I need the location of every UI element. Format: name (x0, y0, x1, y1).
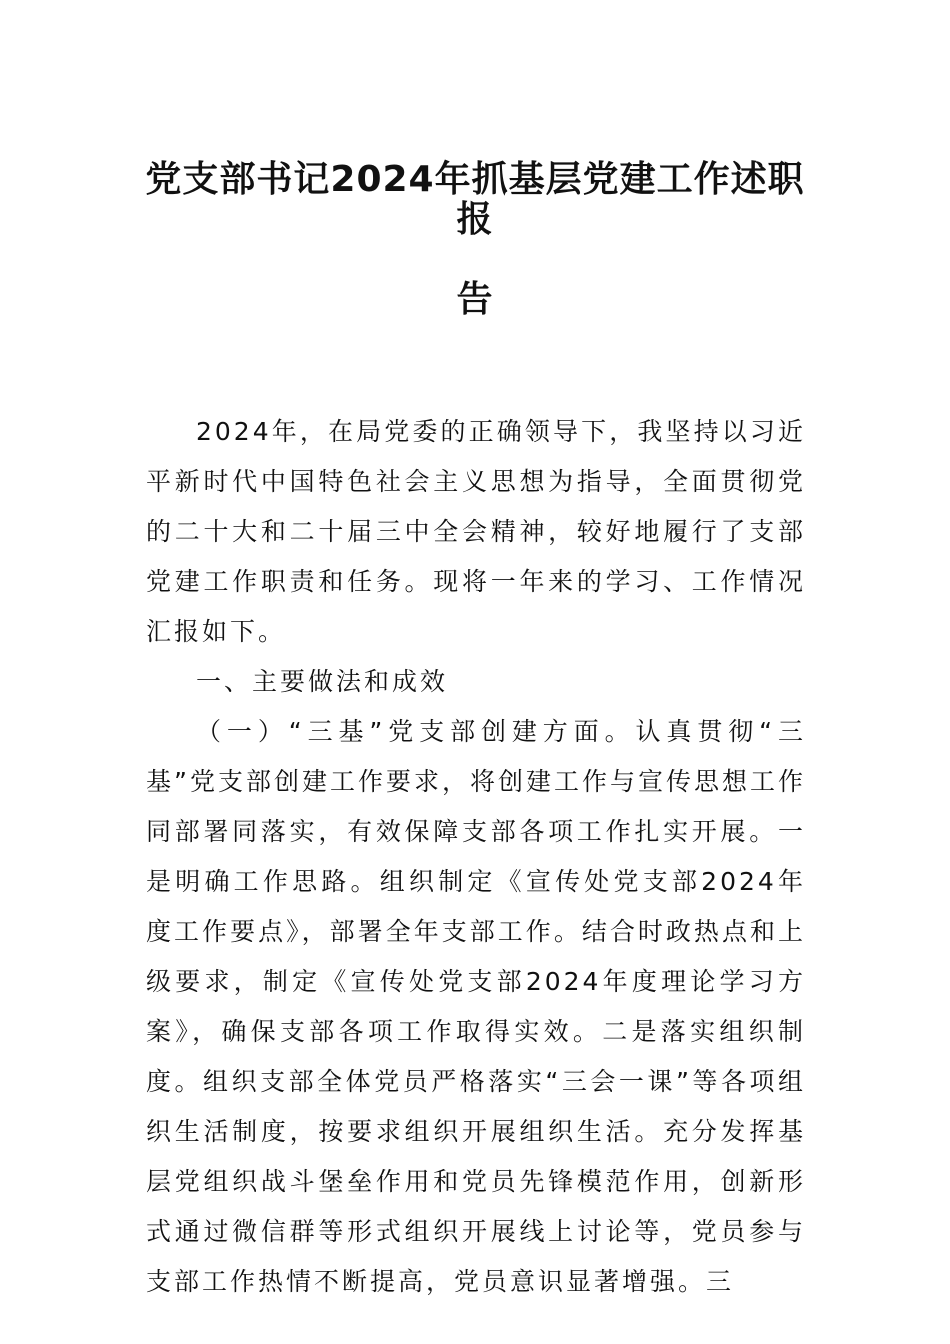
paragraph-intro: 2024年，在局党委的正确领导下，我坚持以习近平新时代中国特色社会主义思想为指导，全面贯彻党的二十大和二十届三中全会精神，较好地履行了支部党建工作职责和任务。现将一年来的学习、工作情况汇报如下。 (146, 417, 806, 646)
paragraph-sanji-branch: （一）“三基”党支部创建方面。认真贯彻“三基”党支部创建工作要求，将创建工作与宣传思想工作同部署同落实，有效保障支部各项工作扎实开展。一是明确工作思路。组织制定《宣传处党支部2024年度工作要点》，部署全年支部工作。结合时政热点和上级要求，制定《宣传处党支部2024年度理论学习方案》，确保支部各项工作取得实效。二是落实组织制度。组织支部全体党员严格落实“三会一课”等各项组织生活制度，按要求组织开展组织生活。充分发挥基层党组织战斗堡垒作用和党员先锋模范作用，创新形式通过微信群等形式组织开展线上讨论等，党员参与支部工作热情不断提高，党员意识显著增强。三 (146, 717, 806, 1296)
document-body (146, 407, 806, 1307)
document-title-line-2: 告 (456, 279, 494, 320)
document-title-line-1: 党支部书记2024年抓基层党建工作述职报 (145, 159, 805, 240)
section-heading-main-practices: 一、主要做法和成效 (196, 667, 449, 696)
